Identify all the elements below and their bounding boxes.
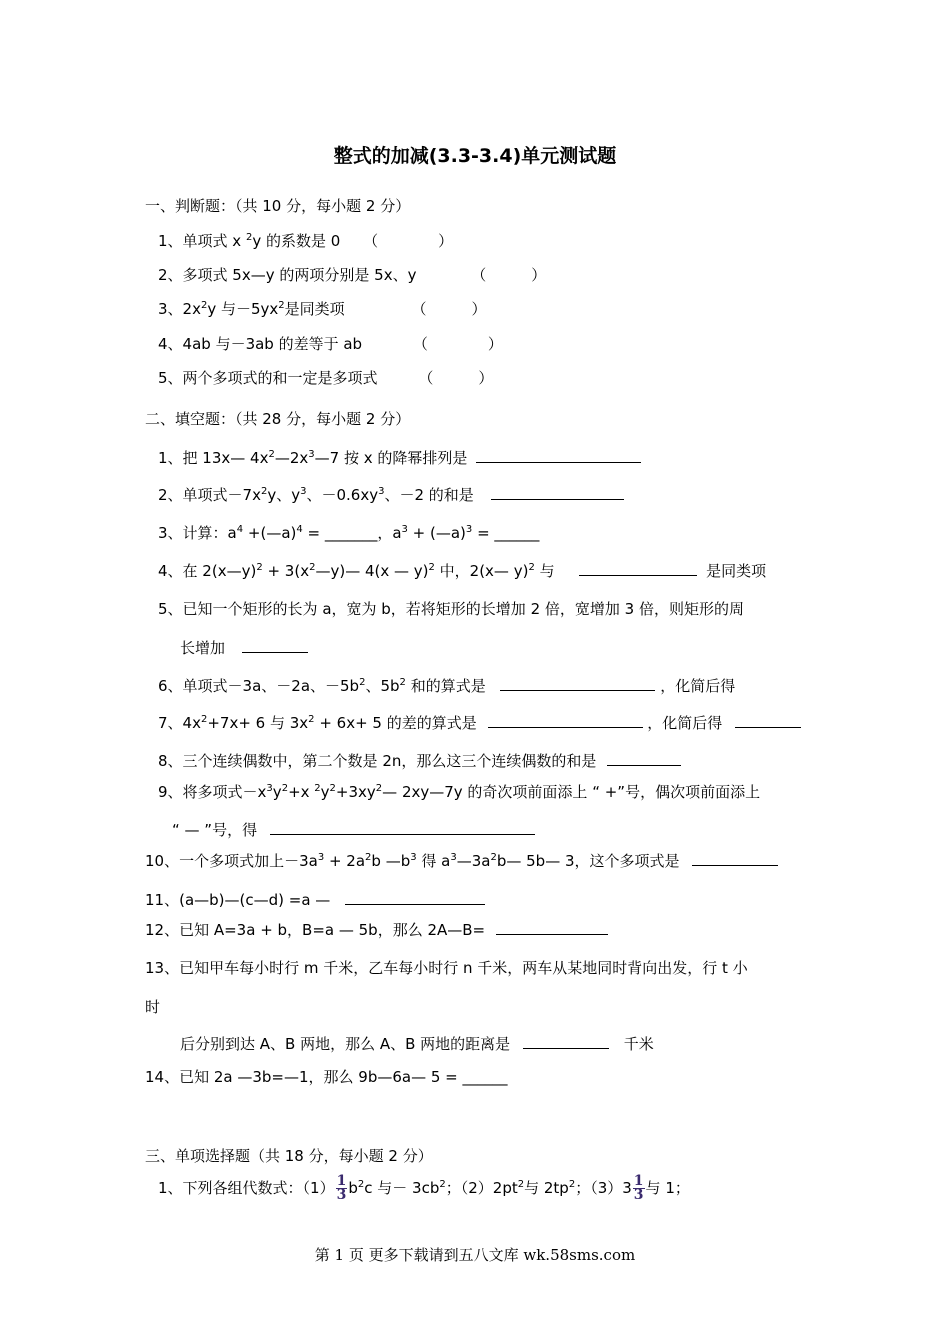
answer-paren[interactable]: （ ）	[363, 232, 454, 250]
answer-blank[interactable]	[523, 1034, 609, 1049]
fill-question-8: 8、三个连续偶数中，第二个数是 2n，那么这三个连续偶数的和是	[158, 751, 681, 771]
fill-question-13-continued: 后分别到达 A、B 两地，那么 A、B 两地的距离是 千米	[180, 1035, 654, 1053]
fill-question-9: 9、将多项式$-x^3y^2+x$ $^2y^2+3xy^2—$ 2xy—7y 的奇次项前面添上 “ +”号，偶次项前面添上	[158, 783, 761, 801]
judge-question-4: 4、4ab 与－3ab 的差等于 ab （ ）	[158, 335, 503, 353]
answer-blank[interactable]	[500, 676, 655, 691]
answer-paren[interactable]: （ ）	[471, 266, 547, 284]
section2-heading: 二、填空题：（共 28 分，每小题 2 分）	[145, 410, 411, 428]
section3-heading: 三、单项选择题（共 18 分，每小题 2 分）	[145, 1147, 433, 1165]
fill-question-4: 4、在 2(x—y)$^2$ + $3(x^2—y)—$ 4(x — y)$^2$ 中，2(x— y)$^2$ 与 是同类项	[158, 562, 767, 580]
fill-question-13: 13、已知甲车每小时行 m 千米，乙车每小时行 n 千米，两车从某地同时背向出发，行 t 小	[145, 959, 748, 977]
fill-question-7: 7、$4x^2+7x+ 6$ 与 $3x^2 + 6x+ 5$ 的差的算式是 ，化简后得	[158, 713, 801, 733]
judge-question-1: 1、单项式 x $^2$y 的系数是 0 （ ）	[158, 232, 454, 250]
answer-blank[interactable]	[491, 485, 624, 500]
page-title: 整式的加减(3.3-3.4)单元测试题	[333, 145, 617, 167]
answer-blank[interactable]	[496, 920, 608, 935]
fill-question-10: 10、一个多项式加上$-3a^3 + 2a^2b$ $—b^3$ 得 $a^3—3a^2b—$ 5b— 3，这个多项式是	[145, 851, 778, 871]
fraction-one-third: $\frac{1}{3}$	[633, 1173, 644, 1203]
answer-blank[interactable]	[579, 561, 697, 576]
answer-paren[interactable]: （ ）	[418, 369, 494, 387]
fill-question-6: 6、单项式－3a、－2a、$-5b^2$、$5b^2$ 和的算式是 ，化简后得	[158, 677, 736, 695]
answer-blank[interactable]	[242, 638, 308, 653]
fill-question-12: 12、已知 A=3a + b，B=a — 5b，那么 2A—B=	[145, 920, 608, 940]
fill-question-13-wrap: 时	[145, 998, 161, 1016]
fill-question-14: 14、已知 2a —3b=—1，那么 9b—6a— 5 = ______	[145, 1068, 508, 1086]
fill-question-3: 3、计算：$a^4$ +(—a)$^4$ = _______，$a^3$ + (—a)$^3$ = ______	[158, 524, 540, 542]
answer-blank[interactable]	[607, 751, 681, 766]
answer-paren[interactable]: （ ）	[412, 335, 503, 353]
answer-blank[interactable]	[488, 713, 643, 728]
page-footer: 第 1 页 更多下载请到五八文库 wk.58sms.com	[314, 1246, 636, 1264]
fill-question-5-continued: 长增加	[180, 638, 308, 658]
answer-blank[interactable]	[735, 713, 801, 728]
answer-paren[interactable]: （ ）	[411, 300, 487, 318]
fill-question-9-continued: “ — ”号，得	[172, 820, 535, 840]
judge-question-3: 3、$2x^2y$ 与$-5yx^2$是同类项 （ ）	[158, 300, 487, 318]
fill-question-11: 11、(a—b)—(c—d) =a —	[145, 890, 485, 910]
answer-blank[interactable]	[692, 851, 778, 866]
fill-question-5: 5、已知一个矩形的长为 a，宽为 b，若将矩形的长增加 2 倍，宽增加 3 倍，则矩形的周	[158, 600, 744, 618]
choice-question-1: 1、下列各组代数式：（1） $\frac{1}{3}$ $b^2c$ 与－ $3cb^2$；$(2)2pt^2$与 $2tp^2$；（3）3 $\frac{1}{3}$ 与 1；	[158, 1173, 690, 1203]
answer-blank[interactable]	[476, 448, 641, 463]
judge-question-5: 5、两个多项式的和一定是多项式 （ ）	[158, 369, 494, 387]
answer-blank[interactable]	[345, 890, 485, 905]
section1-heading: 一、判断题：（共 10 分，每小题 2 分）	[145, 197, 411, 215]
fill-question-1: 1、把 13x— $4x^2—2x^3—7$ 按 x 的降幂排列是	[158, 448, 641, 468]
fill-question-2: 2、单项式$-7x^2y$、$y^3$、$-0.6xy^3$、－2 的和是	[158, 485, 624, 505]
judge-question-2: 2、多项式 5x—y 的两项分别是 5x、y （ ）	[158, 266, 547, 284]
answer-blank[interactable]	[270, 820, 535, 835]
fraction-one-third: $\frac{1}{3}$	[336, 1173, 347, 1203]
